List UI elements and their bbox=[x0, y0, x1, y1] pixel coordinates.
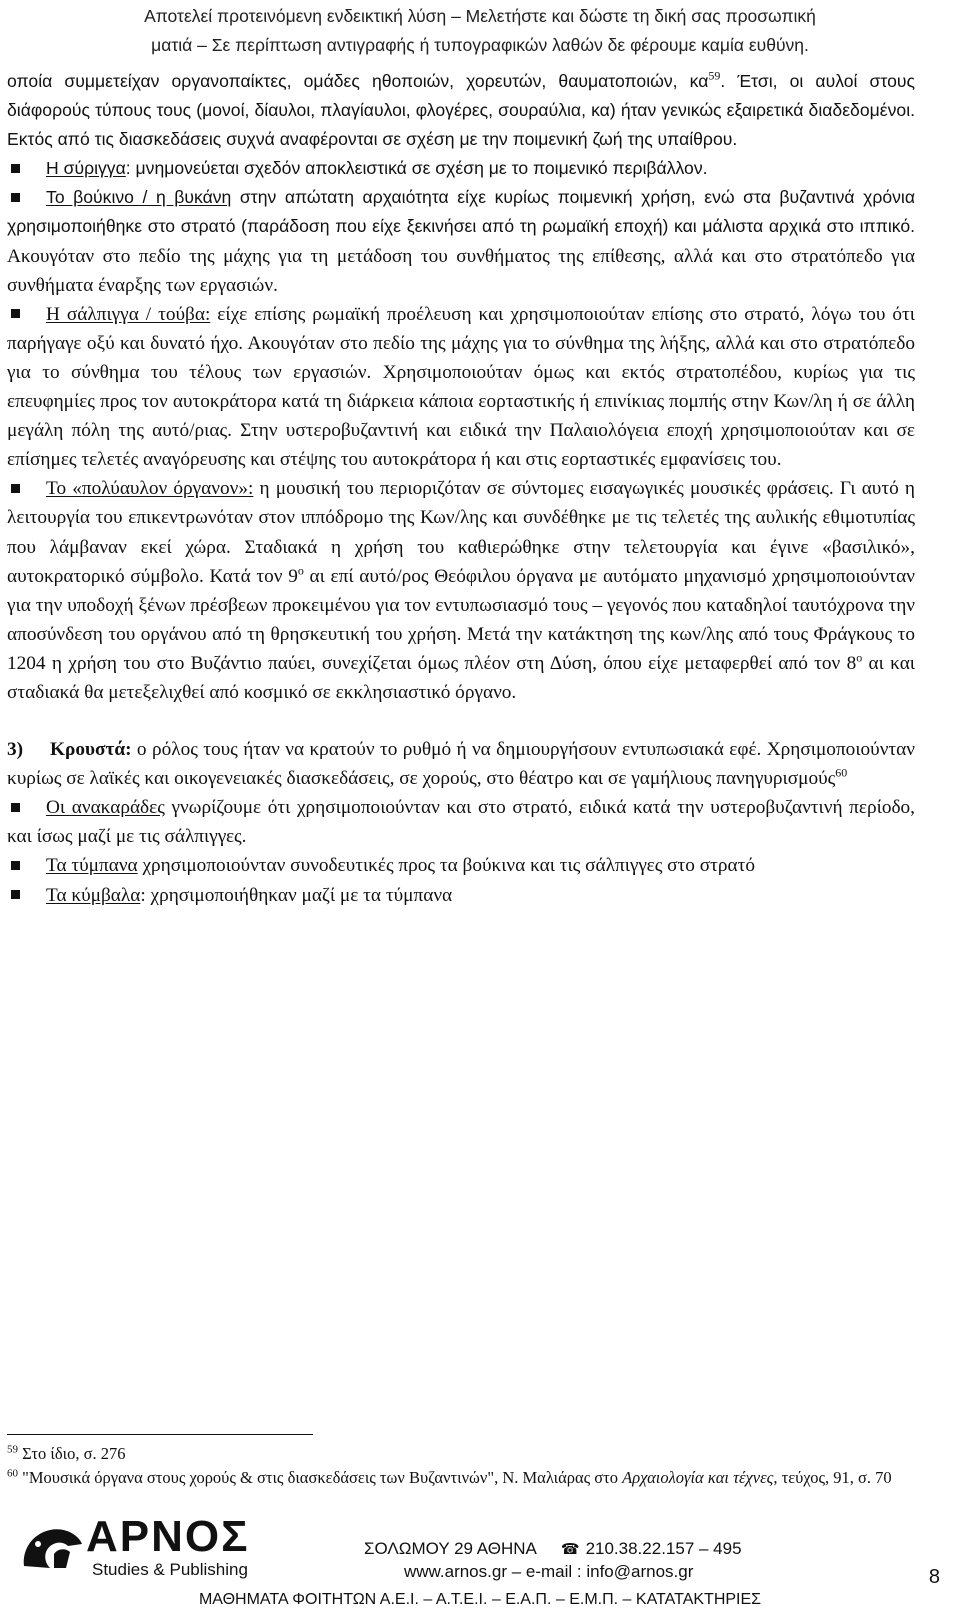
list-item-kymvala bbox=[7, 881, 915, 910]
term-syrinx: Η σύριγγα bbox=[46, 158, 126, 179]
list-item-organ bbox=[7, 474, 915, 707]
list-item-salpinx bbox=[7, 300, 915, 475]
phone-number: 210.38.22.157 – 495 bbox=[585, 1539, 742, 1558]
section-text: ο ρόλος τους ήταν να κρατούν το ρυθμό ή να δημιουργήσουν εντυπωσιακά εφέ. Χρησιμοποιούνταν κυρίως σε λαϊκές και οικογενειακές διασκεδάσεις, σε χορούς, στο θέατρο και σε γαμήλιους πανηγυρισμούς bbox=[7, 739, 915, 790]
footnote-ref-59: 59 bbox=[708, 68, 721, 83]
square-bullet-icon bbox=[11, 803, 20, 812]
section-number: 3) bbox=[7, 739, 24, 761]
list-item-text: : χρησιμοποιήθηκαν μαζί με τα τύμπανα bbox=[140, 884, 453, 906]
logo-name: ΑΡΝΟΣ bbox=[86, 1512, 250, 1561]
list-item-anakarades bbox=[7, 793, 915, 851]
square-bullet-icon bbox=[11, 484, 20, 493]
section-heading: Κρουστά: bbox=[50, 739, 132, 761]
page-header bbox=[0, 2, 960, 60]
contact-row-2 bbox=[404, 1561, 810, 1583]
arnos-logo bbox=[10, 1512, 260, 1582]
footnote-number: 59 bbox=[7, 1443, 18, 1456]
header-line-1: Αποτελεί προτεινόμενη ενδεικτική λύση – Μελετήστε και δώστε τη δική σας προσωπική bbox=[144, 6, 816, 26]
list-item-text: γνωρίζουμε ότι χρησιμοποιούνταν και στο στρατό, ειδικά κατά την υστεροβυζαντινή περίοδο, και ίσως μαζί με τις σάλπιγγες. bbox=[7, 797, 916, 848]
contact-row-1 bbox=[364, 1538, 810, 1561]
section-gap bbox=[7, 707, 915, 735]
list-item-text: χρησιμοποιούνταν συνοδευτικές προς τα βούκινα και τις σάλπιγγες στο στρατό bbox=[137, 855, 756, 877]
term-tympana: Τα τύμπανα bbox=[46, 855, 138, 877]
contact-info bbox=[360, 1538, 810, 1583]
address: ΣΟΛΩΜΟΥ 29 ΑΘΗΝΑ bbox=[364, 1539, 537, 1558]
footnote-ref-60: 60 bbox=[835, 765, 848, 780]
list-item-tympana bbox=[7, 851, 915, 880]
list-item-text: : μνημονεύεται σχεδόν αποκλειστικά σε σχέση με το ποιμενικό περιβάλλον. bbox=[125, 158, 708, 179]
email: – e-mail : info@arnos.gr bbox=[506, 1562, 694, 1581]
list-item-text: είχε επίσης ρωμαϊκή προέλευση και χρησιμοποιούταν επίσης στο στρατό, λόγω του ότι παρήγαγε οξύ και δυνατό ήχο. Ακουγόταν στο πεδίο της μάχης για το σύνθημα της λήξης, αλλά και στο στρατόπεδο για το σύνθημα του τέλους των εργασιών. Χρησιμοποιούταν όμως και εκτός στρατοπέδου, κυρίως για τις επευφημίες προς τον αυτοκράτορα κατά τη διάρκεια κάποια εορταστικής ή επινίκιας πομπής στην Κων/λη ή σε άλλη μεγάλη πόλη της αυτό/ριας. Στην υστεροβυζαντινή και ειδικά την Παλαιολόγεια εποχή χρησιμοποιούταν και σε επίσημες τελετές αναγόρευσης και στέψης του αυτοκράτορα ή και στις εορταστικές εμφανίσεις του. bbox=[7, 303, 915, 471]
phone-icon: ☎ bbox=[560, 1541, 580, 1558]
footnote-source-title: Αρχαιολογία και τέχνες bbox=[622, 1468, 774, 1487]
square-bullet-icon bbox=[11, 890, 20, 899]
footnote-divider bbox=[7, 1434, 313, 1435]
list-item-text: αι και σταδιακά θα μετεξελιχθεί από κοσμικό σε εκκλησιαστικό όργανο. bbox=[7, 652, 915, 703]
term-voukino: Το βούκινο / η βυκάνη bbox=[46, 187, 232, 208]
square-bullet-icon bbox=[11, 164, 20, 173]
header-line-2: ματιά – Σε περίπτωση αντιγραφής ή τυπογραφικών λαθών δε φέρουμε καμία ευθύνη. bbox=[151, 35, 809, 55]
square-bullet-icon bbox=[11, 193, 20, 202]
paragraph-text: οποία συμμετείχαν οργανοπαίκτες, ομάδες ηθοποιών, χορευτών, θαυματοποιών, κα bbox=[7, 71, 709, 91]
list-item-syrinx bbox=[7, 154, 915, 183]
list-item-text: αι επί αυτό/ρος Θεόφιλου όργανα με αυτόματο μηχανισμό χρησιμοποιούνταν για την υποδοχή ξένων πρέσβεων προκειμένου για τον εντυπωσιασμό τους – γεγονός που καταδηλοί ταυτόχρονα την αποσύνδεση του οργάνου από τη θρησκευτική του χρήση. Μετά την κατάκτηση της κων/λης από τους Φράγκους το 1204 η χρήση του στο Βυζάντιο παύει, συνεχίζεται όμως πλέον στη Δύση, όπου είχε μεταφερθεί από τον 8 bbox=[7, 565, 915, 674]
paragraph-text: . Έτσι, οι αυλοί στους διάφορούς τύπους τους (μονοί, δίαυλοι, πλαγίαυλοι, φλογέρες, σουραύλια, κα) ήταν γενικώς εξαιρετικά διαδεδομένοι. Εκτός από τις διασκεδάσεις συχνά αναφέρονται σε σχέση με την ποιμενική ζωή της υπαίθρου. bbox=[7, 71, 915, 150]
term-salpinx: Η σάλπιγγα / τούβα: bbox=[46, 303, 211, 325]
square-bullet-icon bbox=[11, 861, 20, 870]
website-link[interactable]: www.arnos.gr bbox=[404, 1562, 507, 1581]
list-item-text: στην απώτατη αρχαιότητα είχε κυρίως ποιμενική χρήση, ενώ στα βυζαντινά χρόνια χρησιμοποιήθηκε στο στρατό (παράδοση που είχε ξεκινήσει από τη ρωμαϊκή εποχή) και μάλιστα αρχικά στο ιππικό. bbox=[7, 187, 916, 237]
footnote-text: , τεύχος, 91, σ. 70 bbox=[773, 1468, 892, 1487]
square-bullet-icon bbox=[11, 309, 20, 318]
footnote-number: 60 bbox=[7, 1467, 18, 1480]
page-number: 8 bbox=[928, 1566, 940, 1588]
logo-head-icon bbox=[20, 1524, 86, 1570]
paragraph-aulos bbox=[7, 67, 915, 154]
term-kymvala: Τα κύμβαλα bbox=[46, 884, 141, 906]
term-organ: Το «πολύαυλον όργανον»: bbox=[46, 478, 254, 500]
ordinal-sup: ο bbox=[297, 563, 304, 578]
footnotes bbox=[7, 1442, 915, 1490]
term-anakarades: Οι ανακαράδες bbox=[46, 797, 165, 819]
list-item-text: Ακουγόταν στο πεδίο της μάχης για τη μετάδοση του συνθήματος της επίθεσης, αλλά και στο στρατόπεδο για συνθήματα έναρξης των εργασιών. bbox=[7, 245, 915, 296]
footnote-60 bbox=[7, 1466, 915, 1490]
list-item-text: η μουσική του περιοριζόταν σε σύντομες εισαγωγικές μουσικές φράσεις. Γι αυτό η λειτουργία του επικεντρωνόταν στον ιππόδρομο της Κων/λης και συνδέθηκε με τις τελετές της αυλικής εθιμοτυπίας που λάμβαναν εκεί χώρα. Σταδιακά η χρήση του καθιερώθηκε στην τελετουργία και έγινε «βασιλικό», αυτοκρατορικό σύμβολο. Κατά τον 9 bbox=[7, 478, 915, 587]
section-percussion bbox=[7, 735, 915, 793]
footnote-text: "Μουσικά όργανα στους χορούς & στις διασκεδάσεις των Βυζαντινών", Ν. Μαλιάρας στο bbox=[18, 1468, 623, 1487]
main-text bbox=[7, 67, 915, 910]
footnote-59 bbox=[7, 1442, 915, 1466]
footer-banner: ΜΑΘΗΜΑΤΑ ΦΟΙΤΗΤΩΝ Α.Ε.Ι. – Α.Τ.Ε.Ι. – Ε.Α.Π. – Ε.Μ.Π. – ΚΑΤΑΤΑΚΤΗΡΙΕΣ bbox=[198, 1591, 762, 1608]
logo-subtitle: Studies & Publishing bbox=[92, 1560, 248, 1579]
list-item-voukino bbox=[7, 183, 915, 299]
ordinal-sup: ο bbox=[856, 650, 863, 665]
footnote-text: Στο ίδιο, σ. 276 bbox=[18, 1444, 126, 1463]
